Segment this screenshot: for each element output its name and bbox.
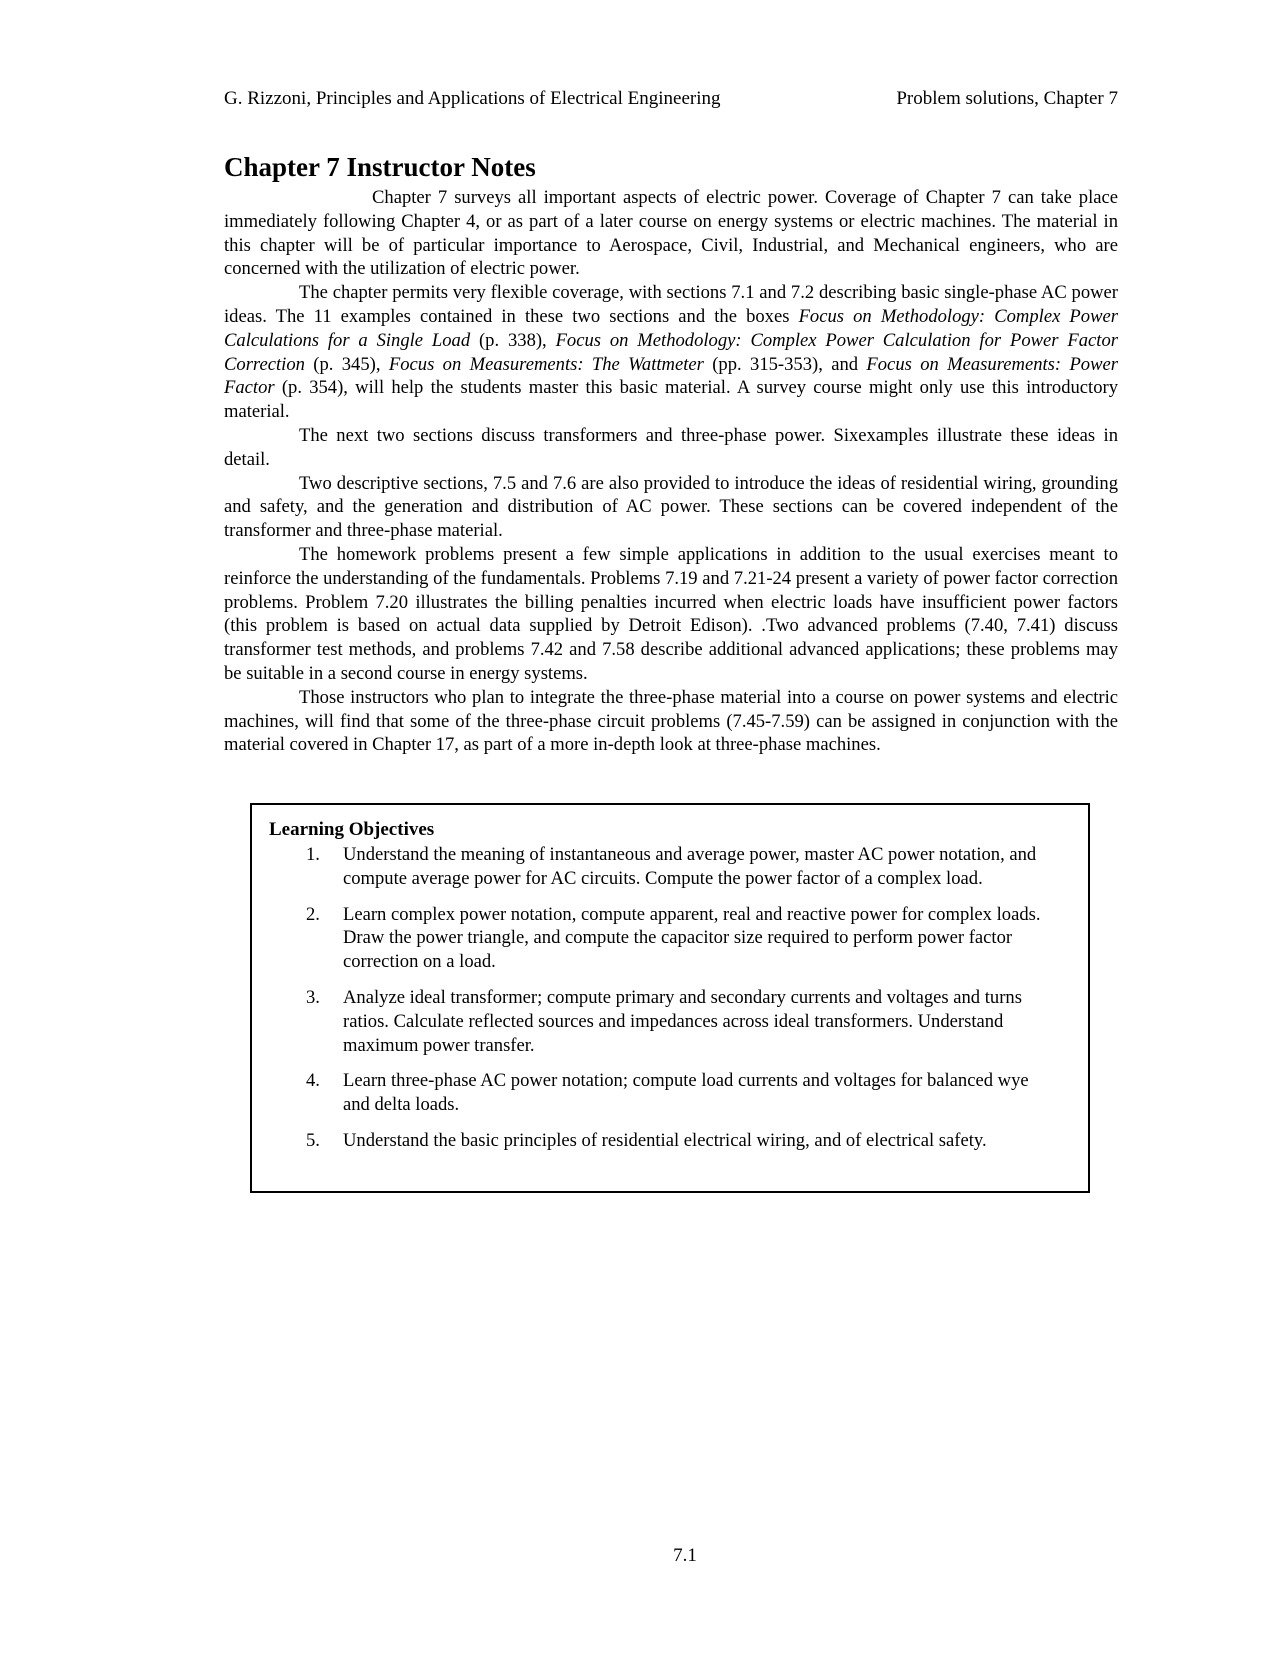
paragraph-2-text: (pp. 315-353), and xyxy=(703,353,867,375)
paragraph-6: Those instructors who plan to integrate the three-phase material into a course on power systems and electric machines, will find that some of the three-phase circuit problems (7.45-7.59) can be assigned in conjunction with the material covered in Chapter 17, as part of a more in-depth look at three-phase machines. xyxy=(224,686,1118,756)
objective-item xyxy=(269,1069,1049,1117)
page-number: 7.1 xyxy=(673,1545,697,1566)
objective-text: Learn complex power notation, compute apparent, real and reactive power for complex loads. Draw the power triangle, and compute the capacitor size required to perform power factor correction on a load. xyxy=(343,903,1041,973)
paragraph-5: The homework problems present a few simple applications in addition to the usual exercises meant to reinforce the understanding of the fundamentals. Problems 7.19 and 7.21-24 present a variety of power factor correction problems. Problem 7.20 illustrates the billing penalties incurred when electric loads have insufficient power factors (this problem is based on actual data supplied by Detroit Edison). .Two advanced problems (7.40, 7.41) discuss transformer test methods, and problems 7.42 and 7.58 describe additional advanced applications; these problems may be suitable in a second course in energy systems. xyxy=(224,543,1118,684)
running-header xyxy=(224,88,1118,110)
objective-item xyxy=(269,903,1049,974)
learning-objectives-list xyxy=(269,843,1049,1165)
box-reference: Focus on Measurements: The Wattmeter xyxy=(388,353,704,375)
header-book-title: G. Rizzoni, Principles and Applications of Electrical Engineering xyxy=(224,88,721,109)
box-reference: Focus on Methodology: Complex Power Calculation for Power Factor Correction xyxy=(224,329,1118,375)
chapter-title: Chapter 7 Instructor Notes xyxy=(224,152,536,182)
objective-item xyxy=(269,1129,1049,1153)
objective-number: 3. xyxy=(306,986,320,1008)
instructor-notes-body xyxy=(224,186,1118,757)
box-reference: Focus on Methodology: Complex Power Calculations for a Single Load xyxy=(224,305,1118,351)
learning-objectives-title: Learning Objectives xyxy=(269,819,435,840)
paragraph-3: The next two sections discuss transformers and three-phase power. Sixexamples illustrate these ideas in detail. xyxy=(224,424,1118,470)
objective-item xyxy=(269,843,1049,891)
paragraph-2-text: (p. 354), will help the students master this basic material. A survey course might only use this introductory material. xyxy=(224,377,1118,423)
objective-item xyxy=(269,986,1049,1057)
paragraph-2-text: The chapter permits very flexible coverage, with sections 7.1 and 7.2 describing basic single-phase AC power ideas. The 11 examples contained in these two sections and the boxes xyxy=(224,282,1118,327)
paragraph-2 xyxy=(224,281,1118,424)
objective-text: Analyze ideal transformer; compute primary and secondary currents and voltages and turns ratios. Calculate reflected sources and impedances across ideal transformers. Understand maximum power transfer. xyxy=(343,986,1022,1056)
objective-text: Understand the meaning of instantaneous and average power, master AC power notation, and compute average power for AC circuits. Compute the power factor of a complex load. xyxy=(343,844,1037,889)
objective-number: 1. xyxy=(306,844,320,865)
paragraph-4: Two descriptive sections, 7.5 and 7.6 are also provided to introduce the ideas of residential wiring, grounding and safety, and the generation and distribution of AC power. These sections can be covered independent of the transformer and three-phase material. xyxy=(224,472,1118,542)
box-reference: Focus on Measurements: Power Factor xyxy=(224,353,1118,399)
objective-number: 4. xyxy=(306,1070,320,1092)
objective-text: Learn three-phase AC power notation; compute load currents and voltages for balanced wye and delta loads. xyxy=(343,1070,1029,1116)
paragraph-1: Chapter 7 surveys all important aspects of electric power. Coverage of Chapter 7 can take place immediately following Chapter 4, or as part of a later course on energy systems or electric machines. The material in this chapter will be of particular importance to Aerospace, Civil, Industrial, and Mechanical engineers, who are concerned with the utilization of electric power. xyxy=(224,187,1118,280)
objective-text: Understand the basic principles of residential electrical wiring, and of electrical safety. xyxy=(343,1129,987,1151)
paragraph-2-text: (p. 345), xyxy=(304,353,389,375)
header-section: Problem solutions, Chapter 7 xyxy=(896,88,1118,109)
objective-number: 5. xyxy=(306,1129,320,1151)
objective-number: 2. xyxy=(306,903,320,925)
paragraph-2-text: (p. 338), xyxy=(470,329,556,351)
learning-objectives-box xyxy=(250,803,1090,1193)
